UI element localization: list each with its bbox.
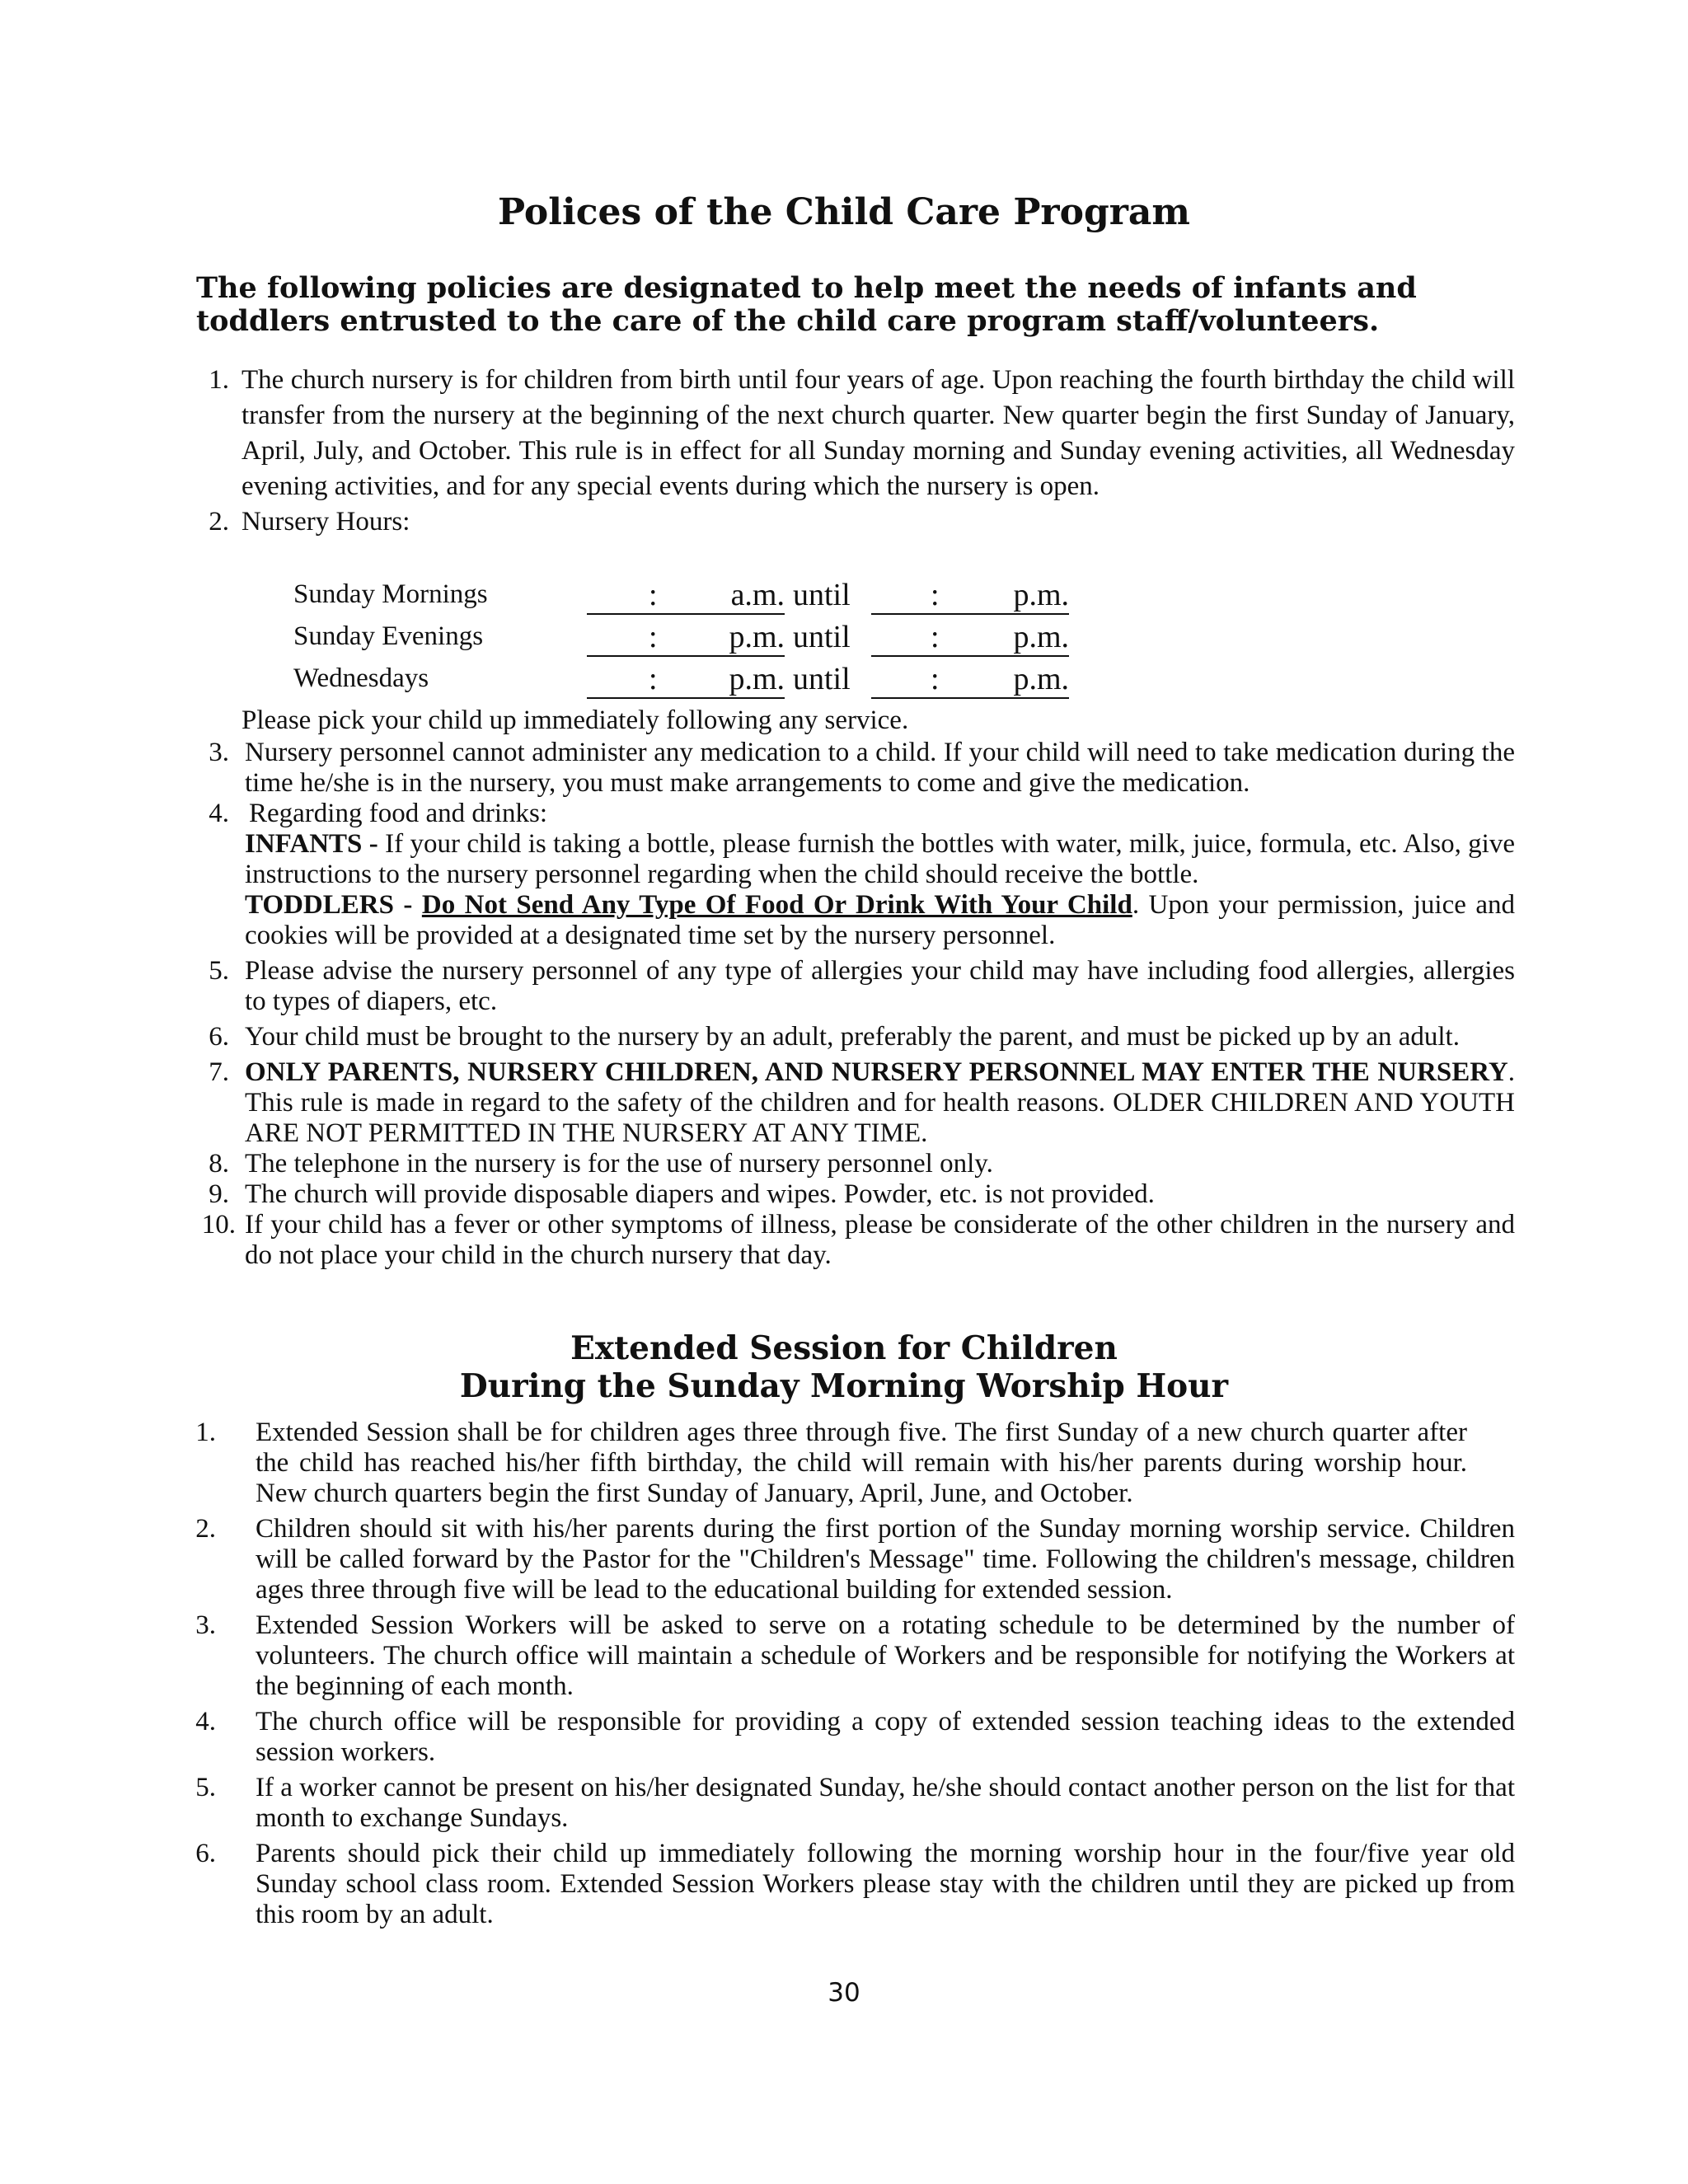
page-title: Polices of the Child Care Program	[498, 191, 1190, 233]
item-text: Please advise the nursery personnel of any type of allergies your child may have including food allergies, allergies to types of diapers, etc.	[245, 956, 1515, 1016]
until-word: until	[793, 620, 851, 654]
hours-note: Please pick your child up immediately following any service.	[241, 705, 909, 735]
policy-item-10	[0, 1210, 1688, 1271]
start-suffix: a.m.	[730, 578, 785, 612]
item-number: 6.	[209, 1022, 229, 1052]
hours-day: Wednesdays	[293, 663, 429, 693]
infants-paragraph	[245, 829, 1515, 890]
hours-row	[0, 661, 1688, 703]
infants-text: If your child is taking a bottle, please furnish the bottles with water, milk, juice, formula, etc. Also, give instructions to the nursery personnel regarding when the child should receive the bottle.	[245, 829, 1515, 889]
item-text: The church will provide disposable diapers and wipes. Powder, etc. is not provided.	[245, 1179, 1155, 1209]
policy-item-4	[0, 799, 1688, 951]
start-time-blank: : p.m.	[587, 619, 785, 657]
item-text	[245, 1057, 1515, 1149]
start-time-blank: : p.m.	[587, 661, 785, 699]
item-text: The church office will be responsible for providing a copy of extended session teaching ideas to the extended session workers.	[256, 1707, 1515, 1767]
policy-item-9	[0, 1179, 1688, 1210]
item-number: 3.	[195, 1610, 216, 1640]
infants-label: INFANTS -	[245, 829, 378, 859]
item-text: If a worker cannot be present on his/her designated Sunday, he/she should contact another person on the list for that month to exchange Sundays.	[256, 1773, 1515, 1833]
hours-day: Sunday Mornings	[293, 579, 488, 609]
extended-item-4	[0, 1707, 1688, 1768]
item-number: 5.	[195, 1773, 216, 1802]
end-time-blank: : p.m.	[871, 577, 1069, 615]
item-number: 1.	[195, 1418, 216, 1447]
end-suffix: p.m.	[1013, 620, 1069, 654]
toddlers-label: TODDLERS -	[245, 890, 413, 920]
item-number: 2.	[195, 1514, 216, 1544]
policy-item-6	[0, 1022, 1688, 1052]
nursery-hours	[0, 577, 1688, 738]
item-number: 7.	[209, 1057, 229, 1087]
intro-paragraph: The following policies are designated to help meet the needs of infants and toddlers entrusted to the care of the child care program staff/volunteers.	[196, 271, 1417, 338]
toddlers-text: . Upon your permission, juice and cookies will be provided at a designated time set by the nursery personnel.	[245, 890, 1515, 950]
policy-item-3	[0, 738, 1688, 799]
until-word: until	[793, 578, 851, 612]
policy-item-1	[0, 363, 1688, 504]
item-number: 2.	[209, 507, 229, 537]
item-number: 10.	[201, 1210, 236, 1240]
item-number: 4.	[195, 1707, 216, 1736]
item-text: The telephone in the nursery is for the use of nursery personnel only.	[245, 1149, 993, 1179]
item-number: 3.	[209, 738, 229, 767]
hours-row	[0, 619, 1688, 661]
policy-item-2	[0, 504, 1688, 540]
page-number: 30	[828, 1978, 860, 2008]
item-number: 9.	[209, 1179, 229, 1209]
policy-item-7	[0, 1057, 1688, 1149]
extended-item-5	[0, 1773, 1688, 1834]
item-number: 6.	[195, 1839, 216, 1868]
item-text: Nursery personnel cannot administer any medication to a child. If your child will need to take medication during the time he/she is in the nursery, you must make arrangements to come and give the medication.	[245, 738, 1515, 798]
nursery-access-rule-detail: . This rule is made in regard to the safety of the children and for health reasons. OLDER CHILDREN AND YOUTH ARE NOT PERMITTED IN THE NURSERY AT ANY TIME.	[245, 1057, 1515, 1148]
extended-item-6	[0, 1839, 1688, 1930]
item-text: Parents should pick their child up immediately following the morning worship hour in the four/five year old Sunday school class room. Extended Session Workers please stay with the children until they are picked up from this room by an adult.	[256, 1839, 1515, 1929]
extended-item-3	[0, 1610, 1688, 1702]
item-text: The church nursery is for children from birth until four years of age. Upon reaching the fourth birthday the child will transfer from the nursery at the beginning of the next church quarter. New quarter begin the first Sunday of January, April, July, and October. This rule is in effect for all Sunday morning and Sunday evening activities, all Wednesday evening activities, and for any special events during which the nursery is open.	[241, 365, 1515, 501]
end-suffix: p.m.	[1013, 662, 1069, 696]
item-number: 8.	[209, 1149, 229, 1179]
start-suffix: p.m.	[729, 662, 785, 696]
end-time-blank: : p.m.	[871, 661, 1069, 699]
end-time-blank: : p.m.	[871, 619, 1069, 657]
item-number: 1.	[209, 365, 229, 395]
item-text: Extended Session Workers will be asked to serve on a rotating schedule to be determined by the number of volunteers. The church office will maintain a schedule of Workers and be responsible for notifying the Workers at the beginning of each month.	[256, 1610, 1515, 1701]
start-time-blank: : a.m.	[587, 577, 785, 615]
policy-item-5	[0, 956, 1688, 1017]
policy-list-bottom	[0, 738, 1688, 1271]
extended-item-1	[0, 1418, 1688, 1509]
item-number: 4.	[209, 799, 229, 828]
end-suffix: p.m.	[1013, 578, 1069, 612]
item-text: Extended Session shall be for children ages three through five. The first Sunday of a new church quarter after the child has reached his/her fifth birthday, the child will remain with his/her parents during worship hour. New church quarters begin the first Sunday of January, April, June, and October.	[256, 1418, 1467, 1508]
section-title-line2: During the Sunday Morning Worship Hour	[459, 1367, 1229, 1405]
policy-list-top	[0, 363, 1688, 540]
until-word: until	[793, 662, 851, 696]
item-text: Regarding food and drinks:	[249, 799, 548, 828]
hours-day: Sunday Evenings	[293, 621, 484, 651]
section-title-line1: Extended Session for Children	[570, 1329, 1118, 1367]
extended-item-2	[0, 1514, 1688, 1605]
policy-item-8	[0, 1149, 1688, 1179]
toddlers-warning: Do Not Send Any Type Of Food Or Drink With Your Child	[421, 890, 1132, 920]
hours-row	[0, 577, 1688, 619]
item-text: If your child has a fever or other symptoms of illness, please be considerate of the other children in the nursery and do not place your child in the church nursery that day.	[245, 1210, 1515, 1270]
item-number: 5.	[209, 956, 229, 986]
item-text: Your child must be brought to the nursery by an adult, preferably the parent, and must be picked up by an adult.	[245, 1022, 1460, 1052]
nursery-access-rule: ONLY PARENTS, NURSERY CHILDREN, AND NURSERY PERSONNEL MAY ENTER THE NURSERY	[245, 1057, 1508, 1087]
extended-session-list	[0, 1418, 1688, 1930]
item-text: Children should sit with his/her parents during the first portion of the Sunday morning worship service. Children will be called forward by the Pastor for the "Children's Message" time. Following the children's message, children ages three through five will be lead to the educational building for extended session.	[256, 1514, 1515, 1605]
start-suffix: p.m.	[729, 620, 785, 654]
toddlers-paragraph	[245, 890, 1515, 951]
item-text: Nursery Hours:	[241, 507, 410, 537]
